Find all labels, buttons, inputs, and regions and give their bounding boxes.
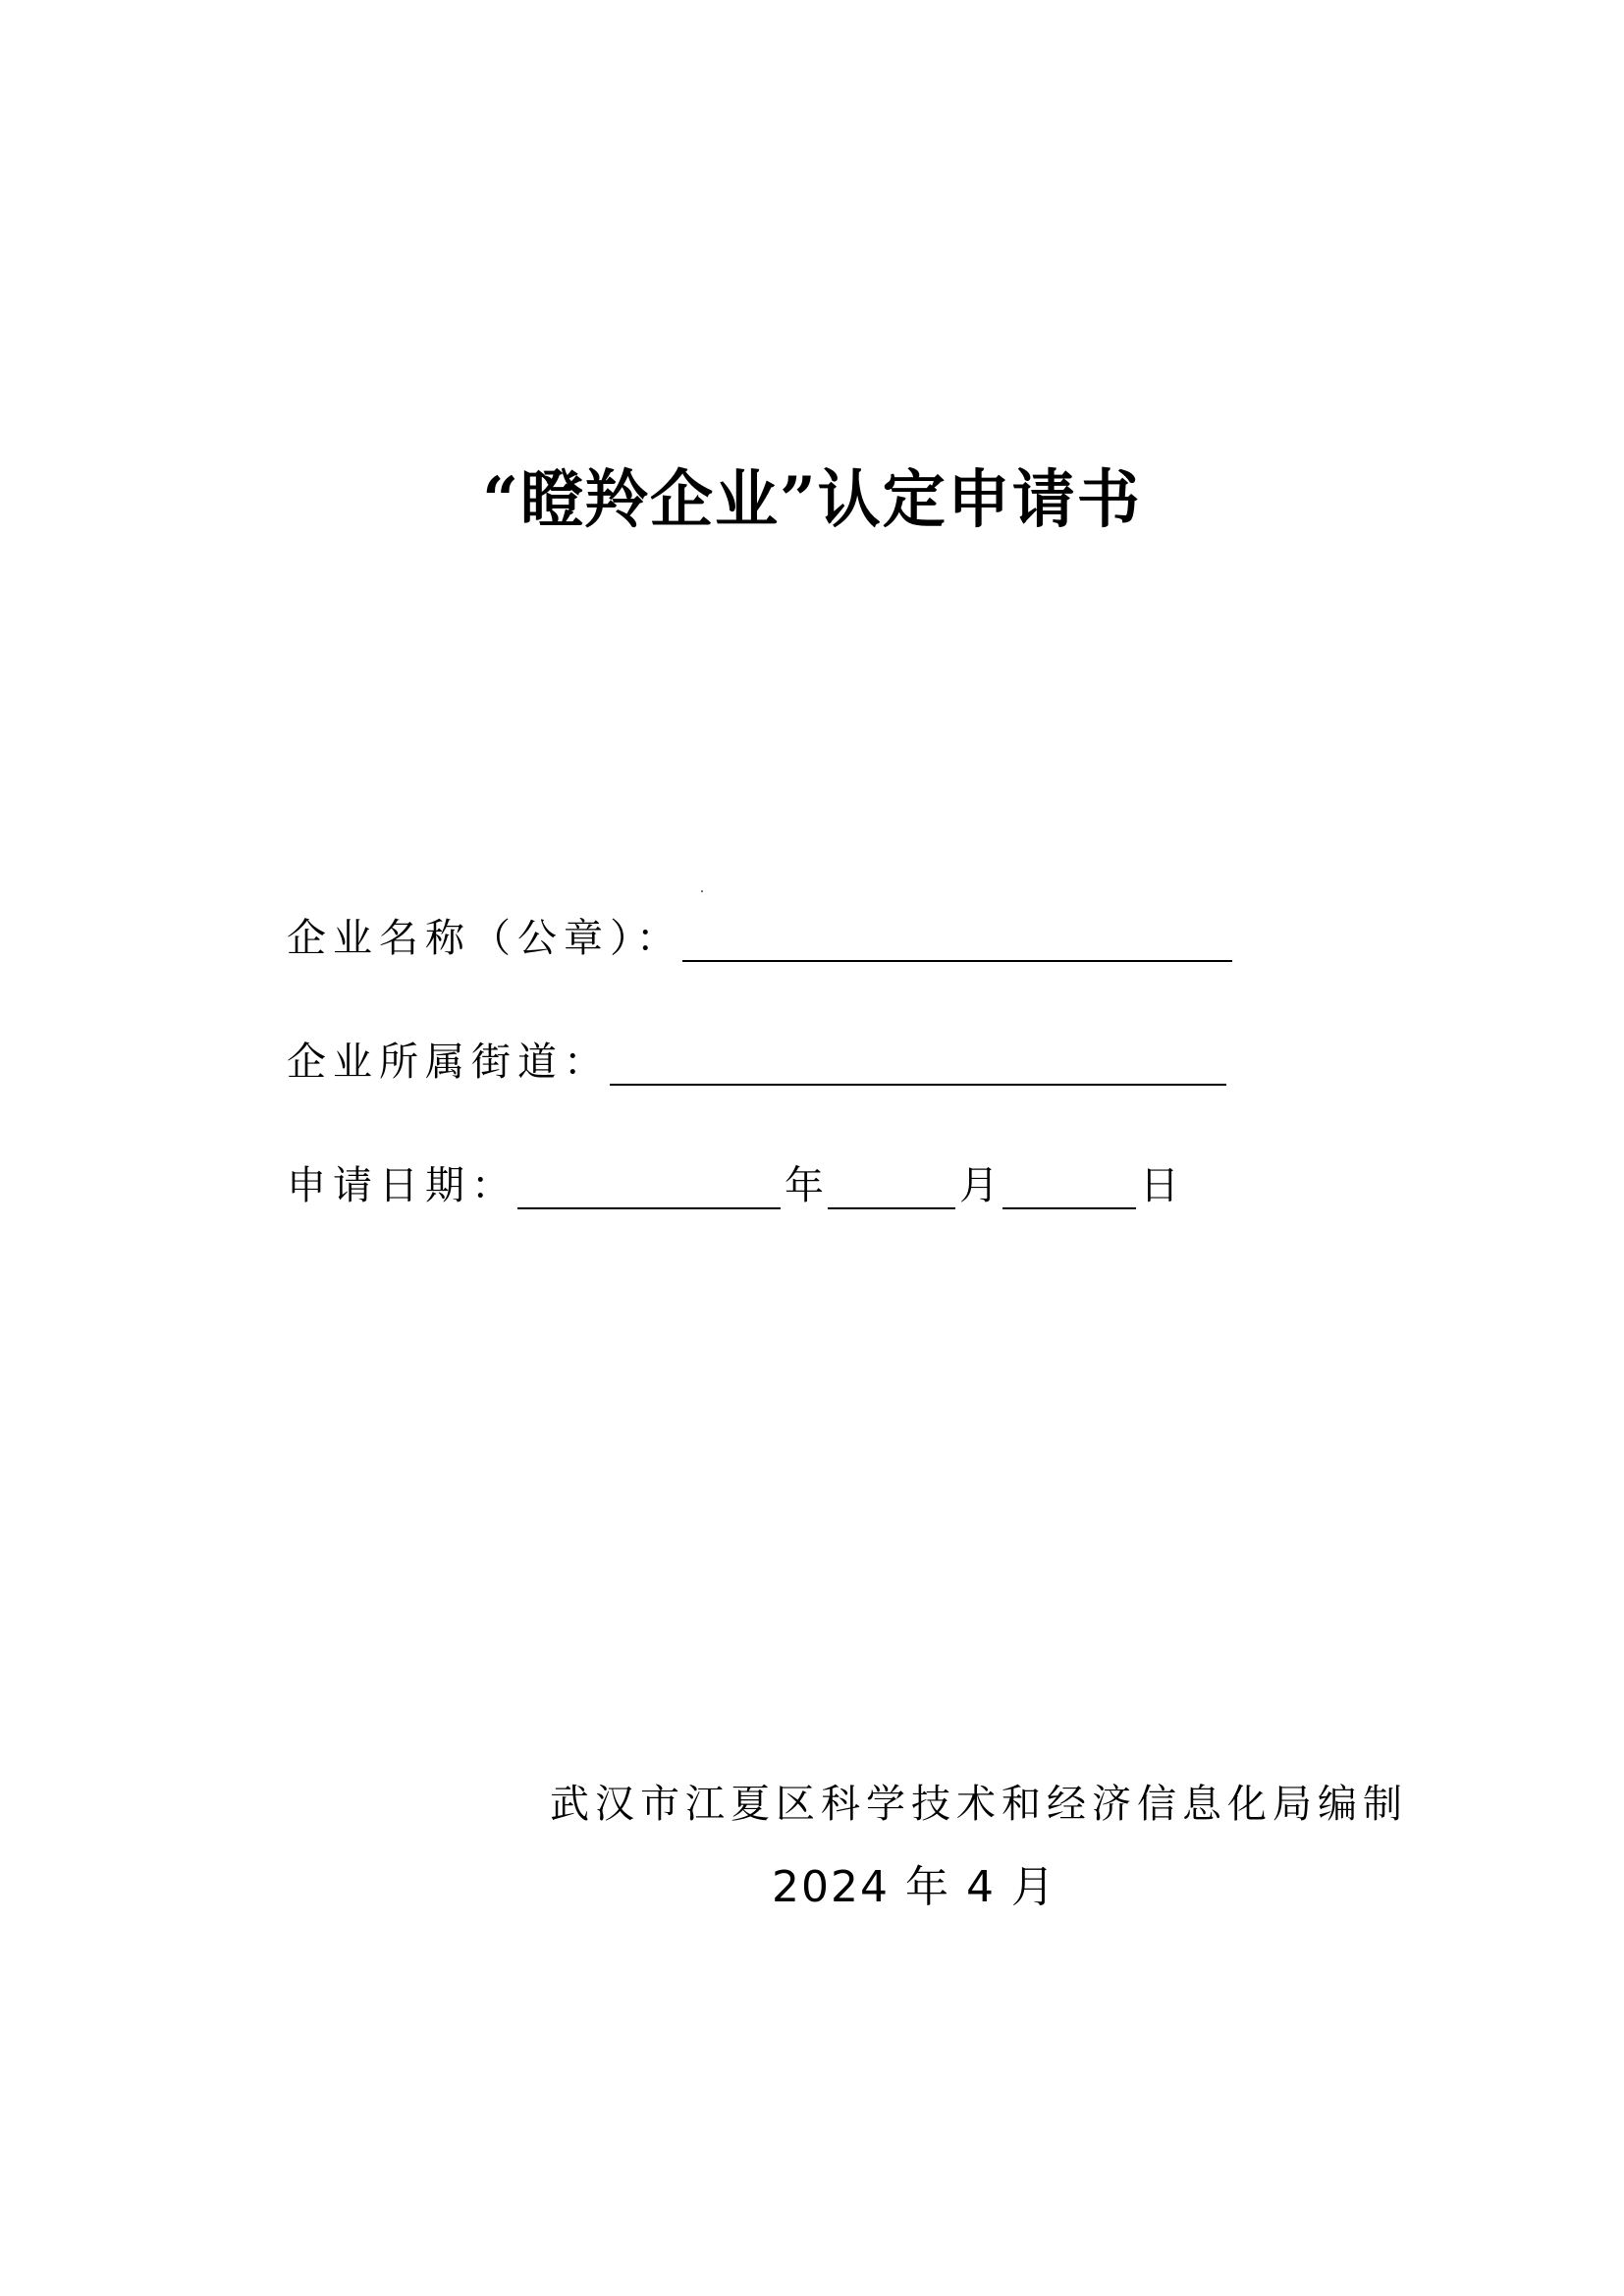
street-label: 企业所属街道： bbox=[287, 1040, 610, 1085]
application-date-label: 申请日期： bbox=[287, 1163, 517, 1208]
company-name-label: 企业名称（公章）： bbox=[287, 916, 682, 961]
document-title: “瞪羚企业”认定申请书 bbox=[482, 463, 1142, 537]
issue-date: 2024 年 4 月 bbox=[772, 1862, 1056, 1912]
company-name-row bbox=[287, 911, 1232, 966]
street-row bbox=[287, 1035, 1226, 1090]
issuer-text: 武汉市江夏区科学技术和经济信息化局编制 bbox=[550, 1782, 1408, 1827]
day-blank[interactable] bbox=[1002, 1164, 1136, 1209]
year-blank[interactable] bbox=[517, 1164, 781, 1209]
company-name-blank[interactable] bbox=[682, 917, 1232, 962]
application-date-row bbox=[287, 1158, 1183, 1213]
month-unit: 月 bbox=[959, 1163, 999, 1208]
street-blank[interactable] bbox=[610, 1041, 1226, 1086]
year-unit: 年 bbox=[785, 1163, 824, 1208]
month-blank[interactable] bbox=[828, 1164, 955, 1209]
day-unit: 日 bbox=[1140, 1163, 1179, 1208]
stray-mark bbox=[701, 890, 703, 892]
